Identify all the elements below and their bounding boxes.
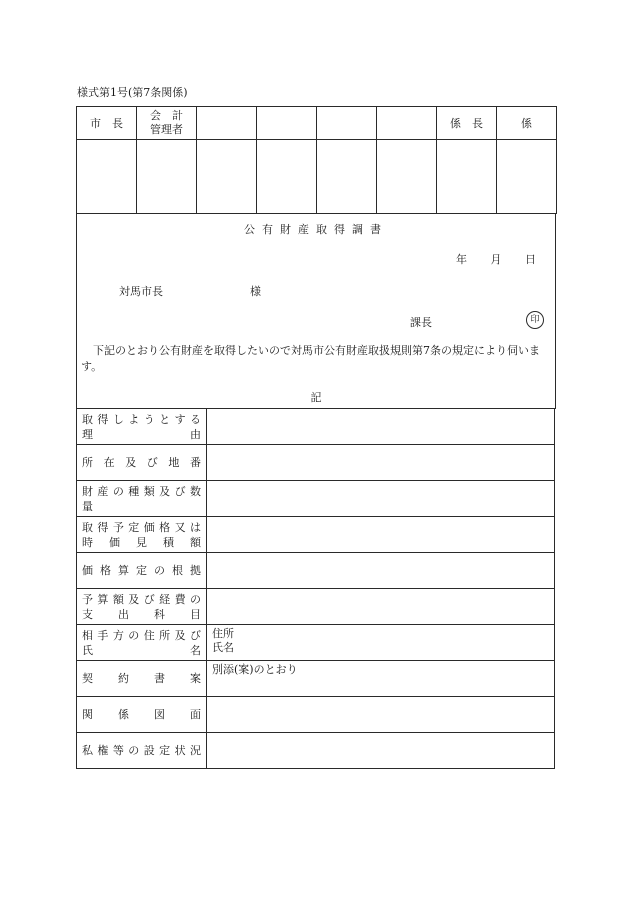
item-label-line1: 予 算 額 及 び 経 費 の (82, 592, 201, 606)
table-row (77, 553, 555, 589)
item-label (77, 661, 207, 697)
item-value-field[interactable] (207, 697, 555, 733)
item-label (77, 409, 207, 445)
mayor-stamp-box[interactable] (77, 140, 137, 214)
date-line (436, 251, 536, 267)
document-header-section (76, 213, 556, 409)
item-label-line1: 相 手 方 の 住 所 及 び (82, 628, 201, 642)
accounting-manager-header: 会 計 管理者 (137, 107, 197, 140)
item-value-field[interactable] (207, 733, 555, 769)
seal-icon: 印 (526, 311, 544, 329)
item-label-line2: 時 価 見 積 額 (82, 535, 201, 549)
table-row (77, 697, 555, 733)
table-row (77, 445, 555, 481)
stamp-box[interactable] (377, 140, 437, 214)
item-value-field[interactable] (207, 553, 555, 589)
item-label-line1: 財 産 の 種 類 及 び 数 量 (82, 484, 201, 513)
section-head-label: 課長 (410, 316, 432, 329)
item-label-line2: 氏 名 (82, 643, 201, 657)
addressee: 対馬市長 (119, 285, 163, 298)
table-row (77, 661, 555, 697)
date-year: 年 (456, 253, 467, 266)
item-value-field[interactable] (207, 445, 555, 481)
item-label (77, 445, 207, 481)
item-value: 別添(案)のとおり (212, 663, 298, 676)
staff-header: 係 (497, 107, 557, 140)
table-row (77, 625, 555, 661)
table-row (77, 409, 555, 445)
item-label-line2: 支 出 科 目 (82, 607, 201, 621)
stamp-box[interactable] (197, 140, 257, 214)
honorific: 様 (250, 285, 261, 298)
item-label-line1: 取 得 し よ う と す る (82, 412, 201, 426)
approval-header-blank (197, 107, 257, 140)
chief-header: 係 長 (437, 107, 497, 140)
item-label (77, 697, 207, 733)
chief-stamp-box[interactable] (437, 140, 497, 214)
item-label-line2: 理 由 (82, 427, 201, 441)
approval-header-blank (317, 107, 377, 140)
approval-stamp-table (76, 106, 557, 214)
item-value: 住所 (212, 627, 234, 640)
form-caption: 様式第1号(第7条関係) (77, 86, 188, 99)
date-day: 日 (525, 253, 536, 266)
table-row (77, 481, 555, 517)
items-table (76, 408, 555, 769)
approval-header-blank (257, 107, 317, 140)
item-label (77, 553, 207, 589)
document-title: 公有財産取得調書 (244, 223, 388, 236)
table-row (77, 733, 555, 769)
item-value-line2: 氏名 (212, 641, 234, 654)
stamp-box[interactable] (257, 140, 317, 214)
item-label-line1: 取 得 予 定 価 格 又 は (82, 520, 201, 534)
item-label-line1: 私 権 等 の 設 定 状 況 (82, 744, 201, 757)
item-label (77, 733, 207, 769)
item-label-line1: 所 在 及 び 地 番 (82, 456, 201, 469)
table-row (77, 517, 555, 553)
item-value-field[interactable] (207, 625, 555, 661)
accounting-manager-stamp-box[interactable] (137, 140, 197, 214)
item-label-line1: 契 約 書 案 (82, 672, 201, 685)
table-row (77, 589, 555, 625)
item-label (77, 625, 207, 661)
item-label (77, 589, 207, 625)
item-value-field[interactable] (207, 589, 555, 625)
approval-header-blank (377, 107, 437, 140)
ki-marker: 記 (310, 391, 322, 404)
mayor-header: 市 長 (77, 107, 137, 140)
item-value-field[interactable] (207, 481, 555, 517)
item-label (77, 481, 207, 517)
item-value-field[interactable] (207, 409, 555, 445)
request-body-text: 下記のとおり公有財産を取得したいので対馬市公有財産取扱規則第7条の規定により伺います。 (81, 344, 540, 373)
staff-stamp-box[interactable] (497, 140, 557, 214)
item-value-field[interactable] (207, 517, 555, 553)
item-value-field[interactable] (207, 661, 555, 697)
stamp-box[interactable] (317, 140, 377, 214)
date-month: 月 (490, 253, 502, 266)
item-label (77, 517, 207, 553)
item-label-line1: 価 格 算 定 の 根 拠 (82, 564, 201, 577)
item-label-line1: 関 係 図 面 (82, 708, 201, 721)
